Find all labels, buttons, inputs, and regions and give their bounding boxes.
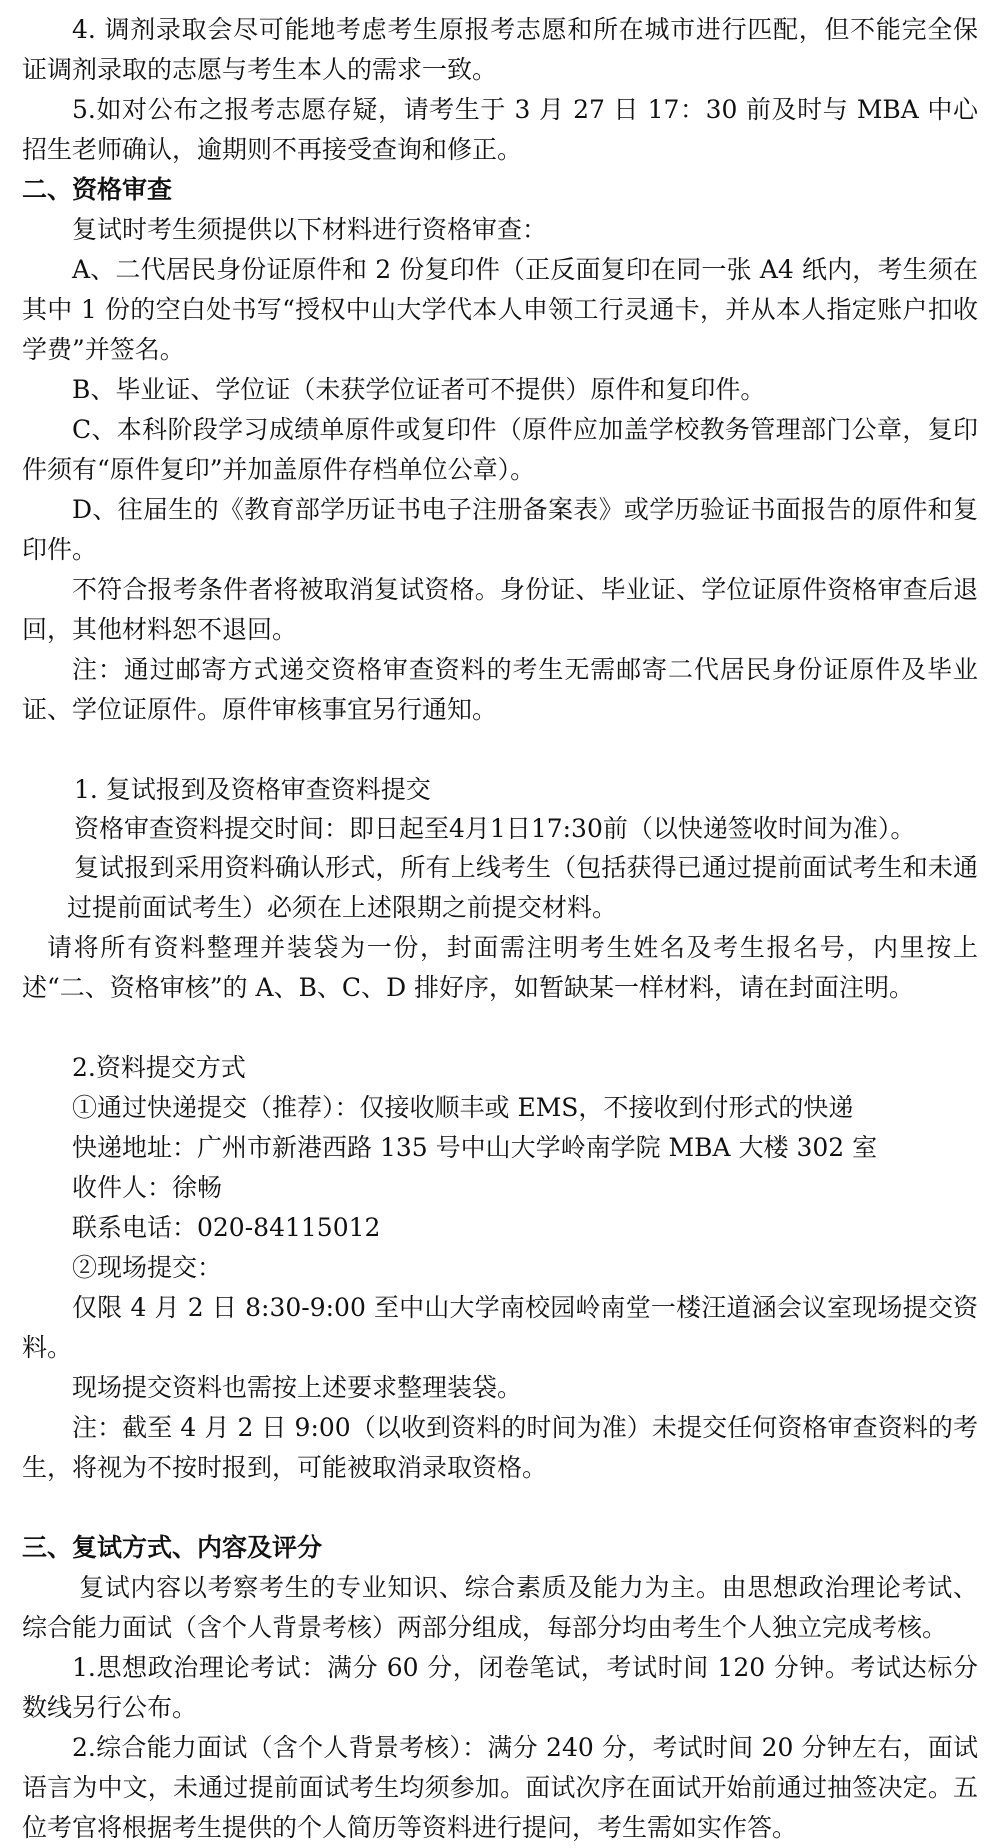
spacer: [22, 730, 978, 770]
paragraph-onsite-packing: 现场提交资料也需按上述要求整理装袋。: [72, 1373, 523, 1402]
material-item-d: D、往届生的《教育部学历证书电子注册备案表》或学历验证书面报告的原件和复印件。: [22, 495, 978, 564]
paragraph-retest-intro: 复试内容以考察考生的专业知识、综合素质及能力为主。由思想政治理论考试、综合能力面试（含个人背景考核）两部分组成，每部分均由考生个人独立完成考核。: [22, 1573, 978, 1642]
paragraph-packing-instructions: 请将所有资料整理并装袋为一份，封面需注明考生姓名及考生报名号，内里按上述“二、资格审核”的 A、B、C、D 排好序，如暂缺某一样材料，请在封面注明。: [22, 933, 978, 1002]
paragraph-adjustment-matching: 4. 调剂录取会尽可能地考虑考生原报考志愿和所在城市进行匹配，但不能完全保证调剂录取的志愿与考生本人的需求一致。: [22, 15, 978, 84]
paragraph-onsite-detail: 仅限 4 月 2 日 8:30-9:00 至中山大学南校园岭南堂一楼汪道涵会议室现场提交资料。: [22, 1293, 978, 1362]
paragraph-express-address: 快递地址：广州市新港西路 135 号中山大学岭南学院 MBA 大楼 302 室: [72, 1133, 878, 1162]
material-item-c: C、本科阶段学习成绩单原件或复印件（原件应加盖学校教务管理部门公章，复印件须有“原件复印”并加盖原件存档单位公章）。: [22, 415, 978, 484]
material-item-b: B、毕业证、学位证（未获学位证者可不提供）原件和复印件。: [72, 375, 766, 404]
section-heading-retest: 三、复试方式、内容及评分: [22, 1533, 323, 1562]
paragraph-deadline-note: 注：截至 4 月 2 日 9:00（以收到资料的时间为准）未提交任何资格审查资料的考生，将视为不按时报到，可能被取消录取资格。: [22, 1413, 978, 1482]
paragraph-onsite-submission: ②现场提交：: [72, 1253, 223, 1282]
paragraph-recipient: 收件人：徐畅: [72, 1173, 223, 1202]
subsection-title-submission-method: 2.资料提交方式: [72, 1053, 246, 1082]
paragraph-cancel-notice: 不符合报考条件者将被取消复试资格。身份证、毕业证、学位证原件资格审查后退回，其他材料恕不退回。: [22, 575, 978, 644]
spacer: [22, 1008, 978, 1048]
paragraph-report-form: 复试报到采用资料确认形式，所有上线考生（包括获得已通过提前面试考生和未通过提前面试考生）必须在上述限期之前提交材料。: [67, 853, 978, 922]
subsection-title-report: 1. 复试报到及资格审查资料提交: [74, 775, 431, 804]
paragraph-express-submission: ①通过快递提交（推荐）：仅接收顺丰或 EMS，不接收到付形式的快递: [72, 1093, 854, 1122]
paragraph-volunteer-confirmation: 5.如对公布之报考志愿存疑，请考生于 3 月 27 日 17：30 前及时与 MBA 中心招生老师确认，逾期则不再接受查询和修正。: [22, 95, 978, 164]
spacer: [22, 1488, 978, 1528]
document-page: [22, 10, 978, 1848]
paragraph-mailing-note: 注：通过邮寄方式递交资格审查资料的考生无需邮寄二代居民身份证原件及毕业证、学位证原件。原件审核事宜另行通知。: [22, 655, 978, 724]
section-heading-qualification: 二、资格审查: [22, 175, 173, 204]
paragraph-submission-time: 资格审查资料提交时间：即日起至4月1日17:30前（以快递签收时间为准）。: [74, 814, 916, 843]
paragraph-materials-intro: 复试时考生须提供以下材料进行资格审查：: [72, 215, 548, 244]
paragraph-contact-phone: 联系电话：020-84115012: [72, 1213, 381, 1242]
material-item-a: A、二代居民身份证原件和 2 份复印件（正反面复印在同一张 A4 纸内，考生须在其中 1 份的空白处书写“授权中山大学代本人申领工行灵通卡，并从本人指定账户扣收学费”并签名。: [22, 255, 978, 364]
paragraph-politics-exam: 1.思想政治理论考试：满分 60 分，闭卷笔试，考试时间 120 分钟。考试达标分数线另行公布。: [22, 1653, 978, 1722]
paragraph-interview: 2.综合能力面试（含个人背景考核）：满分 240 分，考试时间 20 分钟左右，面试语言为中文，未通过提前面试考生均须参加。面试次序在面试开始前通过抽签决定。五位考官将根据考生提供的个人简历等资料进行提问，考生需如实作答。: [22, 1733, 978, 1842]
